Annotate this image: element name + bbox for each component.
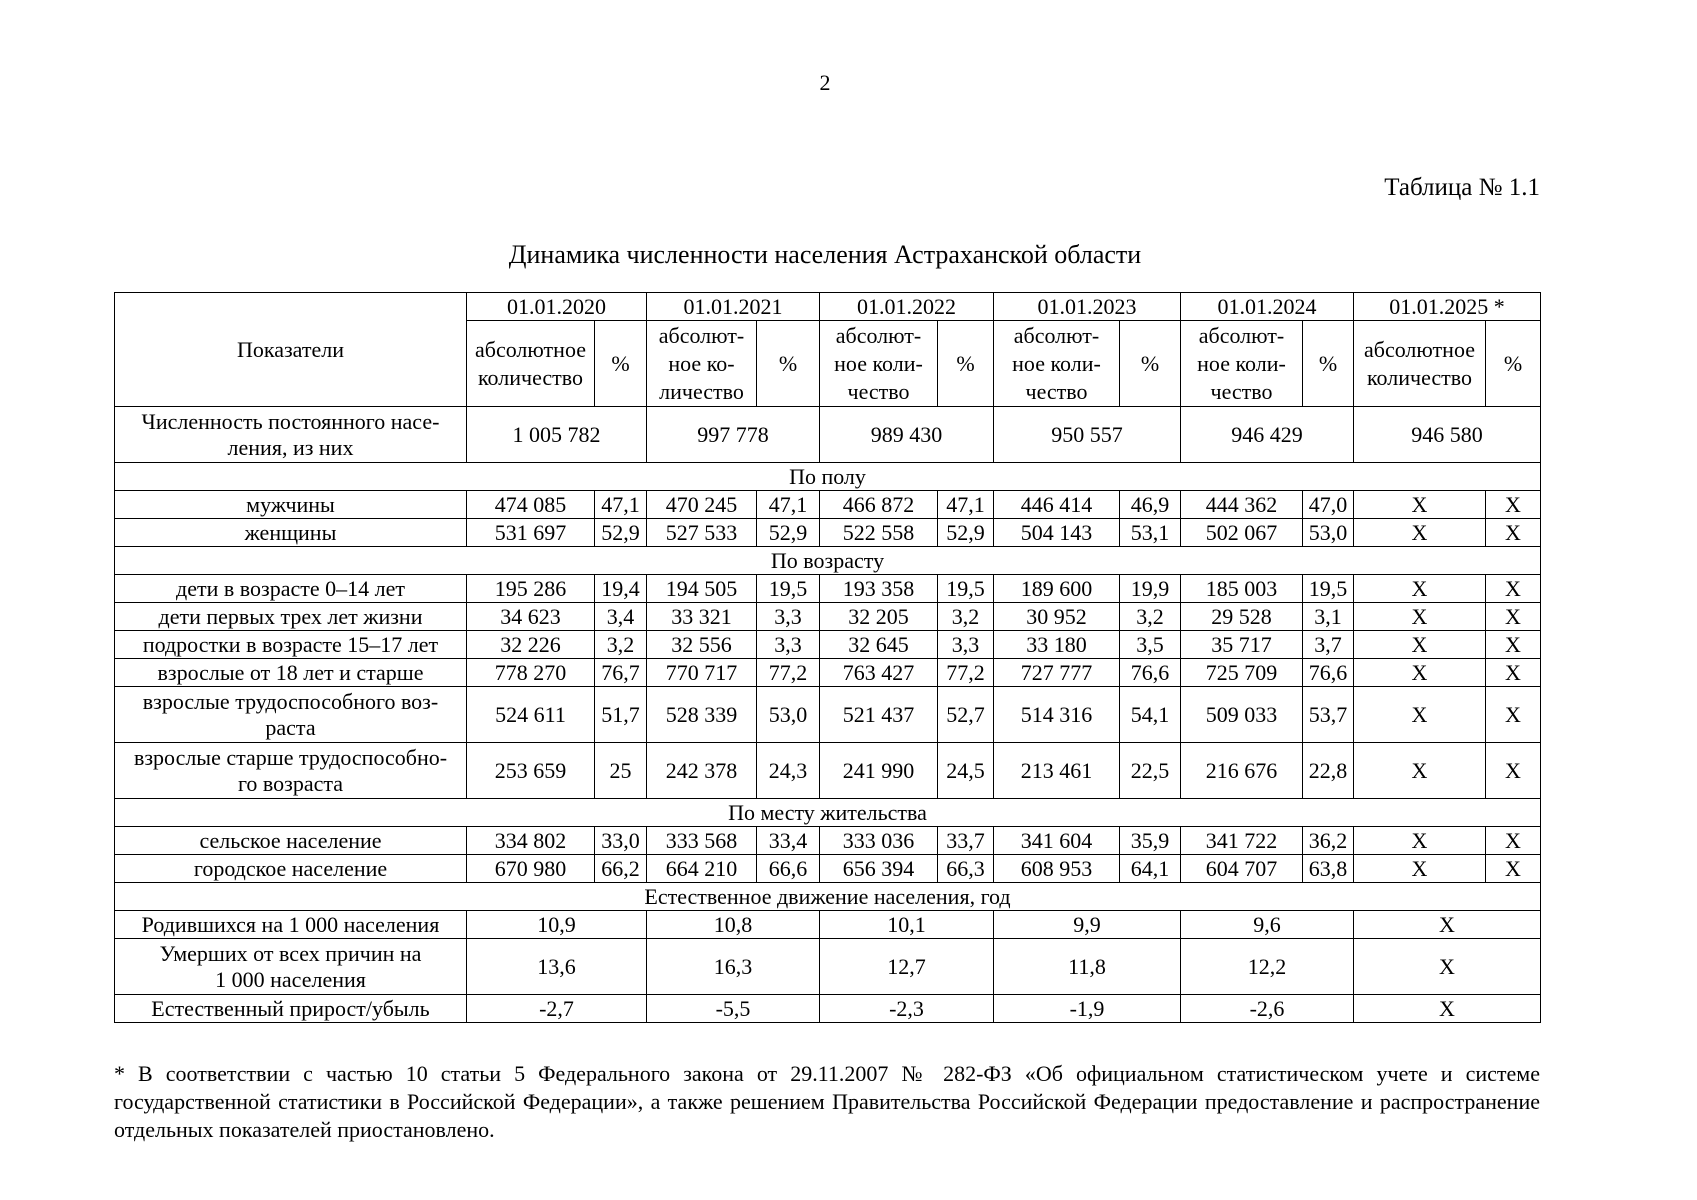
data-cell: -1,9 bbox=[994, 995, 1181, 1023]
data-cell: 66,6 bbox=[757, 855, 820, 883]
data-cell: 24,3 bbox=[757, 743, 820, 799]
data-cell: 444 362 bbox=[1181, 491, 1303, 519]
cell-line: абсолютное bbox=[475, 336, 586, 362]
cell-line: взрослые трудоспособного воз- bbox=[142, 688, 439, 714]
data-cell: X bbox=[1354, 939, 1541, 995]
data-cell: 25 bbox=[595, 743, 647, 799]
data-cell: 53,7 bbox=[1303, 687, 1354, 743]
data-cell: 521 437 bbox=[820, 687, 938, 743]
data-cell: 22,5 bbox=[1120, 743, 1181, 799]
cell-line: подростки в возрасте 15–17 лет bbox=[142, 631, 439, 657]
data-cell: 64,1 bbox=[1120, 855, 1181, 883]
data-cell: 253 659 bbox=[467, 743, 595, 799]
data-cell: 33 321 bbox=[647, 603, 757, 631]
total-value: 989 430 bbox=[820, 407, 994, 463]
data-cell: 763 427 bbox=[820, 659, 938, 687]
data-cell: 16,3 bbox=[647, 939, 820, 995]
total-value: 950 557 bbox=[994, 407, 1181, 463]
header-absolute bbox=[820, 321, 938, 407]
data-cell: 727 777 bbox=[994, 659, 1120, 687]
cell-line: чество bbox=[847, 378, 910, 404]
row-label bbox=[115, 407, 467, 463]
data-cell: X bbox=[1486, 631, 1541, 659]
data-cell: 341 604 bbox=[994, 827, 1120, 855]
data-cell: 19,4 bbox=[595, 575, 647, 603]
data-cell: X bbox=[1354, 603, 1486, 631]
data-cell: X bbox=[1354, 743, 1486, 799]
cell-line: личество bbox=[659, 378, 744, 404]
data-cell: 9,6 bbox=[1181, 911, 1354, 939]
data-cell: X bbox=[1486, 659, 1541, 687]
data-cell: 333 036 bbox=[820, 827, 938, 855]
data-cell: 3,2 bbox=[595, 631, 647, 659]
data-cell: 35 717 bbox=[1181, 631, 1303, 659]
data-cell: 3,3 bbox=[938, 631, 994, 659]
data-cell: 52,9 bbox=[938, 519, 994, 547]
cell-line: чество bbox=[1210, 378, 1273, 404]
cell-line: Умерших от всех причин на bbox=[159, 940, 422, 966]
header-percent: % bbox=[1303, 321, 1354, 407]
data-cell: 341 722 bbox=[1181, 827, 1303, 855]
data-cell: 47,0 bbox=[1303, 491, 1354, 519]
section-title: По полу bbox=[115, 463, 1541, 491]
data-cell: 66,3 bbox=[938, 855, 994, 883]
header-percent: % bbox=[938, 321, 994, 407]
data-cell: 46,9 bbox=[1120, 491, 1181, 519]
data-cell: X bbox=[1354, 827, 1486, 855]
data-cell: 470 245 bbox=[647, 491, 757, 519]
data-cell: 446 414 bbox=[994, 491, 1120, 519]
data-cell: 3,3 bbox=[757, 631, 820, 659]
section-title: Естественное движение населения, год bbox=[115, 883, 1541, 911]
data-cell: X bbox=[1354, 911, 1541, 939]
data-cell: 504 143 bbox=[994, 519, 1120, 547]
data-cell: 664 210 bbox=[647, 855, 757, 883]
data-cell: -5,5 bbox=[647, 995, 820, 1023]
data-cell: 47,1 bbox=[595, 491, 647, 519]
section-title: По месту жительства bbox=[115, 799, 1541, 827]
row-label bbox=[115, 659, 467, 687]
data-cell: 9,9 bbox=[994, 911, 1181, 939]
data-cell: 474 085 bbox=[467, 491, 595, 519]
header-absolute bbox=[467, 321, 595, 407]
population-table bbox=[114, 292, 1541, 1023]
data-cell: X bbox=[1486, 687, 1541, 743]
row-label bbox=[115, 911, 467, 939]
data-cell: 76,6 bbox=[1303, 659, 1354, 687]
header-absolute bbox=[1354, 321, 1486, 407]
data-cell: X bbox=[1354, 995, 1541, 1023]
cell-line: дети в возрасте 0–14 лет bbox=[176, 575, 405, 601]
data-cell: 3,2 bbox=[938, 603, 994, 631]
header-date: 01.01.2020 bbox=[467, 293, 647, 321]
total-value: 946 580 bbox=[1354, 407, 1541, 463]
data-cell: 604 707 bbox=[1181, 855, 1303, 883]
data-cell: 76,6 bbox=[1120, 659, 1181, 687]
data-cell: 33,0 bbox=[595, 827, 647, 855]
data-cell: 24,5 bbox=[938, 743, 994, 799]
header-absolute bbox=[1181, 321, 1303, 407]
cell-line: сельское население bbox=[199, 827, 382, 853]
page-number: 2 bbox=[819, 70, 831, 95]
cell-line: абсолют- bbox=[658, 322, 745, 348]
data-cell: 66,2 bbox=[595, 855, 647, 883]
data-cell: 10,9 bbox=[467, 911, 647, 939]
data-cell: 10,8 bbox=[647, 911, 820, 939]
cell-line: абсолют- bbox=[835, 322, 922, 348]
row-label bbox=[115, 519, 467, 547]
header-percent: % bbox=[595, 321, 647, 407]
data-cell: -2,3 bbox=[820, 995, 994, 1023]
cell-line: ное ко- bbox=[668, 350, 735, 376]
data-cell: 33,7 bbox=[938, 827, 994, 855]
cell-line: ное коли- bbox=[1012, 350, 1101, 376]
data-cell: 241 990 bbox=[820, 743, 938, 799]
header-indicators: Показатели bbox=[115, 293, 467, 407]
data-cell: 3,3 bbox=[757, 603, 820, 631]
data-cell: 32 645 bbox=[820, 631, 938, 659]
data-cell: 52,7 bbox=[938, 687, 994, 743]
data-cell: 502 067 bbox=[1181, 519, 1303, 547]
row-label bbox=[115, 939, 467, 995]
data-cell: 32 226 bbox=[467, 631, 595, 659]
data-cell: 3,7 bbox=[1303, 631, 1354, 659]
data-cell: 33,4 bbox=[757, 827, 820, 855]
data-cell: 778 270 bbox=[467, 659, 595, 687]
header-absolute bbox=[647, 321, 757, 407]
data-cell: 522 558 bbox=[820, 519, 938, 547]
data-cell: 514 316 bbox=[994, 687, 1120, 743]
data-cell: 242 378 bbox=[647, 743, 757, 799]
data-cell: -2,7 bbox=[467, 995, 647, 1023]
data-cell: 52,9 bbox=[595, 519, 647, 547]
cell-line: ное коли- bbox=[834, 350, 923, 376]
cell-line: дети первых трех лет жизни bbox=[158, 603, 423, 629]
data-cell: X bbox=[1354, 855, 1486, 883]
cell-line: Численность постоянного насе- bbox=[141, 408, 440, 434]
data-cell: 35,9 bbox=[1120, 827, 1181, 855]
data-cell: 19,5 bbox=[757, 575, 820, 603]
data-cell: X bbox=[1486, 743, 1541, 799]
section-title: По возрасту bbox=[115, 547, 1541, 575]
cell-line: 1 000 населения bbox=[215, 966, 366, 992]
data-cell: 528 339 bbox=[647, 687, 757, 743]
cell-line: абсолютное bbox=[1364, 336, 1475, 362]
data-cell: 47,1 bbox=[757, 491, 820, 519]
data-cell: 77,2 bbox=[938, 659, 994, 687]
cell-line: женщины bbox=[244, 519, 337, 545]
data-cell: 10,1 bbox=[820, 911, 994, 939]
data-cell: 656 394 bbox=[820, 855, 938, 883]
cell-line: абсолют- bbox=[1198, 322, 1285, 348]
data-cell: 216 676 bbox=[1181, 743, 1303, 799]
data-cell: 185 003 bbox=[1181, 575, 1303, 603]
header-percent: % bbox=[1486, 321, 1541, 407]
data-cell: 193 358 bbox=[820, 575, 938, 603]
cell-line: взрослые старше трудоспособно- bbox=[133, 744, 448, 770]
data-cell: 33 180 bbox=[994, 631, 1120, 659]
table-label: Таблица № 1.1 bbox=[1384, 174, 1540, 201]
data-cell: X bbox=[1354, 631, 1486, 659]
row-label bbox=[115, 631, 467, 659]
cell-line: чество bbox=[1025, 378, 1088, 404]
data-cell: 19,9 bbox=[1120, 575, 1181, 603]
cell-line: городское население bbox=[193, 855, 388, 881]
cell-line: количество bbox=[1366, 364, 1473, 390]
data-cell: 509 033 bbox=[1181, 687, 1303, 743]
data-cell: 189 600 bbox=[994, 575, 1120, 603]
data-cell: 213 461 bbox=[994, 743, 1120, 799]
header-date: 01.01.2021 bbox=[647, 293, 820, 321]
row-label bbox=[115, 603, 467, 631]
header-date: 01.01.2023 bbox=[994, 293, 1181, 321]
cell-line: количество bbox=[477, 364, 584, 390]
data-cell: 725 709 bbox=[1181, 659, 1303, 687]
row-label bbox=[115, 855, 467, 883]
data-cell: 22,8 bbox=[1303, 743, 1354, 799]
data-cell: 608 953 bbox=[994, 855, 1120, 883]
data-cell: X bbox=[1354, 491, 1486, 519]
row-label bbox=[115, 575, 467, 603]
data-cell: 19,5 bbox=[1303, 575, 1354, 603]
data-cell: 29 528 bbox=[1181, 603, 1303, 631]
header-date: 01.01.2024 bbox=[1181, 293, 1354, 321]
data-cell: 76,7 bbox=[595, 659, 647, 687]
cell-line: Родившихся на 1 000 населения bbox=[141, 911, 440, 937]
cell-line: мужчины bbox=[246, 491, 335, 517]
data-cell: 527 533 bbox=[647, 519, 757, 547]
data-cell: 32 205 bbox=[820, 603, 938, 631]
data-cell: X bbox=[1354, 519, 1486, 547]
header-percent: % bbox=[757, 321, 820, 407]
data-cell: 36,2 bbox=[1303, 827, 1354, 855]
data-cell: -2,6 bbox=[1181, 995, 1354, 1023]
data-cell: 53,0 bbox=[757, 687, 820, 743]
data-cell: 3,5 bbox=[1120, 631, 1181, 659]
data-cell: 34 623 bbox=[467, 603, 595, 631]
data-cell: X bbox=[1486, 491, 1541, 519]
data-cell: 194 505 bbox=[647, 575, 757, 603]
row-label bbox=[115, 491, 467, 519]
row-label bbox=[115, 687, 467, 743]
header-absolute bbox=[994, 321, 1120, 407]
cell-line: ления, из них bbox=[227, 434, 354, 460]
data-cell: X bbox=[1486, 855, 1541, 883]
data-cell: X bbox=[1354, 659, 1486, 687]
data-cell: 531 697 bbox=[467, 519, 595, 547]
data-cell: 334 802 bbox=[467, 827, 595, 855]
data-cell: 53,0 bbox=[1303, 519, 1354, 547]
data-cell: X bbox=[1486, 519, 1541, 547]
data-cell: 524 611 bbox=[467, 687, 595, 743]
data-cell: 54,1 bbox=[1120, 687, 1181, 743]
cell-line: Естественный прирост/убыль bbox=[151, 995, 430, 1021]
footnote: * В соответствии с частью 10 статьи 5 Федерального закона от 29.11.2007 № 282-ФЗ «Об официальном статистическом учете и системе государственной статистики в Российской Федерации», а также решением Правительства Российской Федерации предоставление и распространение отдельных показателей приостановлено. bbox=[114, 1061, 1540, 1142]
data-cell: 11,8 bbox=[994, 939, 1181, 995]
data-cell: 333 568 bbox=[647, 827, 757, 855]
data-cell: X bbox=[1354, 687, 1486, 743]
data-cell: 770 717 bbox=[647, 659, 757, 687]
data-cell: 13,6 bbox=[467, 939, 647, 995]
cell-line: раста bbox=[265, 714, 316, 740]
data-cell: 670 980 bbox=[467, 855, 595, 883]
data-cell: X bbox=[1354, 575, 1486, 603]
data-cell: X bbox=[1486, 603, 1541, 631]
data-cell: 53,1 bbox=[1120, 519, 1181, 547]
table-title: Динамика численности населения Астраханской области bbox=[508, 240, 1142, 269]
data-cell: 3,2 bbox=[1120, 603, 1181, 631]
data-cell: 51,7 bbox=[595, 687, 647, 743]
data-cell: 12,2 bbox=[1181, 939, 1354, 995]
data-cell: X bbox=[1486, 827, 1541, 855]
header-date: 01.01.2022 bbox=[820, 293, 994, 321]
data-cell: 19,5 bbox=[938, 575, 994, 603]
data-cell: 30 952 bbox=[994, 603, 1120, 631]
total-value: 946 429 bbox=[1181, 407, 1354, 463]
row-label bbox=[115, 743, 467, 799]
data-cell: 3,1 bbox=[1303, 603, 1354, 631]
data-cell: 47,1 bbox=[938, 491, 994, 519]
data-cell: 12,7 bbox=[820, 939, 994, 995]
data-cell: 52,9 bbox=[757, 519, 820, 547]
data-cell: 466 872 bbox=[820, 491, 938, 519]
data-cell: 77,2 bbox=[757, 659, 820, 687]
total-value: 1 005 782 bbox=[467, 407, 647, 463]
row-label bbox=[115, 827, 467, 855]
data-cell: 3,4 bbox=[595, 603, 647, 631]
data-cell: 195 286 bbox=[467, 575, 595, 603]
row-label bbox=[115, 995, 467, 1023]
cell-line: ное коли- bbox=[1197, 350, 1286, 376]
cell-line: го возраста bbox=[237, 770, 344, 796]
data-cell: X bbox=[1486, 575, 1541, 603]
data-cell: 32 556 bbox=[647, 631, 757, 659]
header-date: 01.01.2025 * bbox=[1354, 293, 1541, 321]
cell-line: абсолют- bbox=[1013, 322, 1100, 348]
header-percent: % bbox=[1120, 321, 1181, 407]
data-cell: 63,8 bbox=[1303, 855, 1354, 883]
cell-line: взрослые от 18 лет и старше bbox=[157, 659, 424, 685]
total-value: 997 778 bbox=[647, 407, 820, 463]
